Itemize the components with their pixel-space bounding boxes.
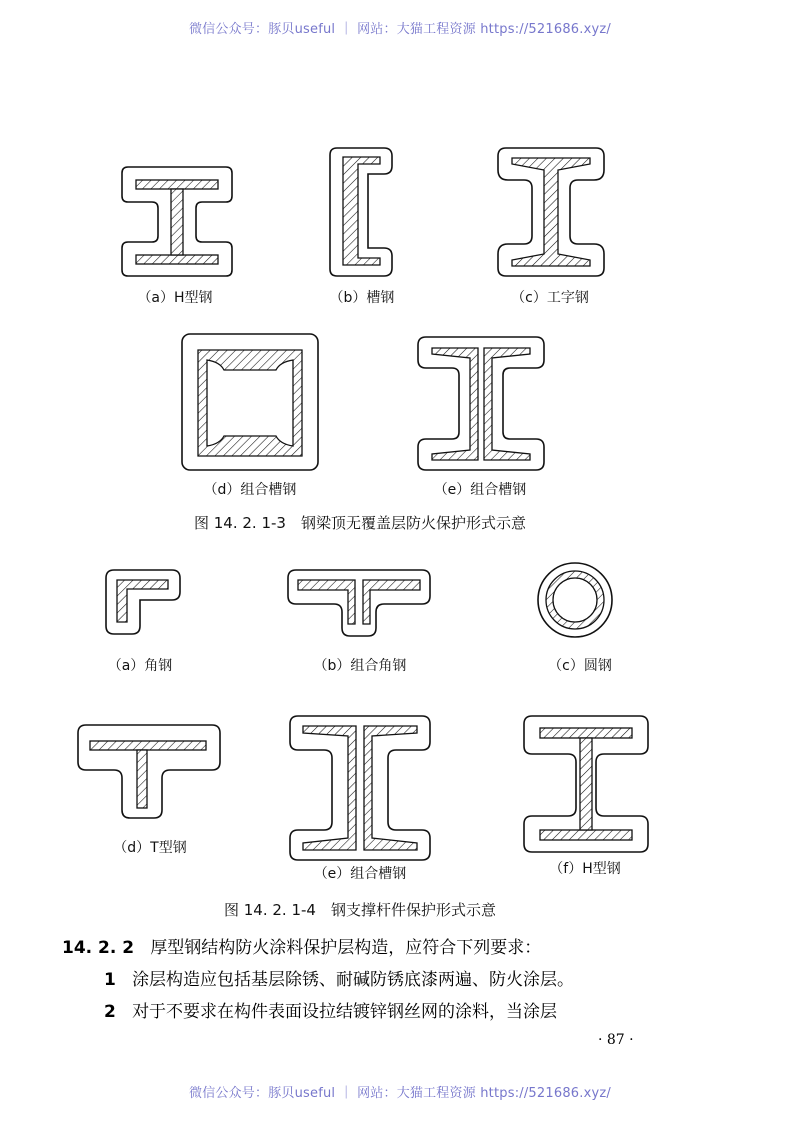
- fig2-caption-c: （c）圆钢: [548, 658, 612, 674]
- clause-item-2: [104, 1000, 557, 1024]
- fig2-caption-d: （d）T型钢: [113, 840, 187, 856]
- fig2-caption-f: （f）H型钢: [549, 861, 621, 877]
- clause-number: 14. 2. 2: [62, 938, 135, 958]
- fig2-f-h-section: [524, 716, 648, 852]
- fig2-caption-e: （e）组合槽钢: [313, 866, 407, 882]
- fig1-caption-c: （c）工字钢: [511, 290, 589, 306]
- fig1-c-i-section: [498, 148, 604, 276]
- fig1-b-channel: [330, 148, 392, 276]
- fig1-a-h-section: [122, 167, 232, 276]
- clause-14-2-2: [62, 936, 541, 960]
- watermark-bottom: 微信公众号：豚贝useful ｜ 网站：大猫工程资源 https://521686.xyz/: [189, 1086, 611, 1101]
- clause-text: 厚型钢结构防火涂料保护层构造，应符合下列要求：: [150, 938, 542, 958]
- item-text: 对于不要求在构件表面设拉结镀锌钢丝网的涂料，当涂层: [132, 1002, 558, 1022]
- fig2-e-built-up-channel: [290, 716, 430, 860]
- fig1-caption-a: （a）H型钢: [137, 290, 213, 306]
- fig1-caption-e: （e）组合槽钢: [433, 482, 527, 498]
- fig2-d-t-section: [78, 725, 220, 818]
- fig2-caption-a: （a）角钢: [107, 658, 173, 674]
- fig1-d-built-up-channel: [182, 334, 318, 470]
- fig2-c-round-tube: [538, 563, 612, 637]
- fig1-caption-d: （d）组合槽钢: [203, 482, 297, 498]
- item-text: 涂层构造应包括基层除锈、耐碱防锈底漆两遍、防火涂层。: [132, 970, 575, 990]
- clause-item-1: [104, 968, 574, 992]
- item-number: 2: [104, 1002, 116, 1022]
- fig2-a-angle: [106, 570, 180, 634]
- fig1-e-built-up-channel: [418, 337, 544, 470]
- fig2-title: 图 14. 2. 1-4 钢支撑杆件保护形式示意: [224, 901, 496, 919]
- watermark-top: 微信公众号：豚贝useful ｜ 网站：大猫工程资源 https://521686.xyz/: [189, 22, 611, 37]
- fig2-caption-b: （b）组合角钢: [313, 658, 407, 674]
- fig1-caption-b: （b）槽钢: [329, 290, 395, 306]
- fig2-b-built-up-angle: [288, 570, 430, 636]
- page-number: · 87 ·: [598, 1032, 634, 1048]
- fig1-title: 图 14. 2. 1-3 钢梁顶无覆盖层防火保护形式示意: [194, 514, 526, 532]
- item-number: 1: [104, 970, 116, 990]
